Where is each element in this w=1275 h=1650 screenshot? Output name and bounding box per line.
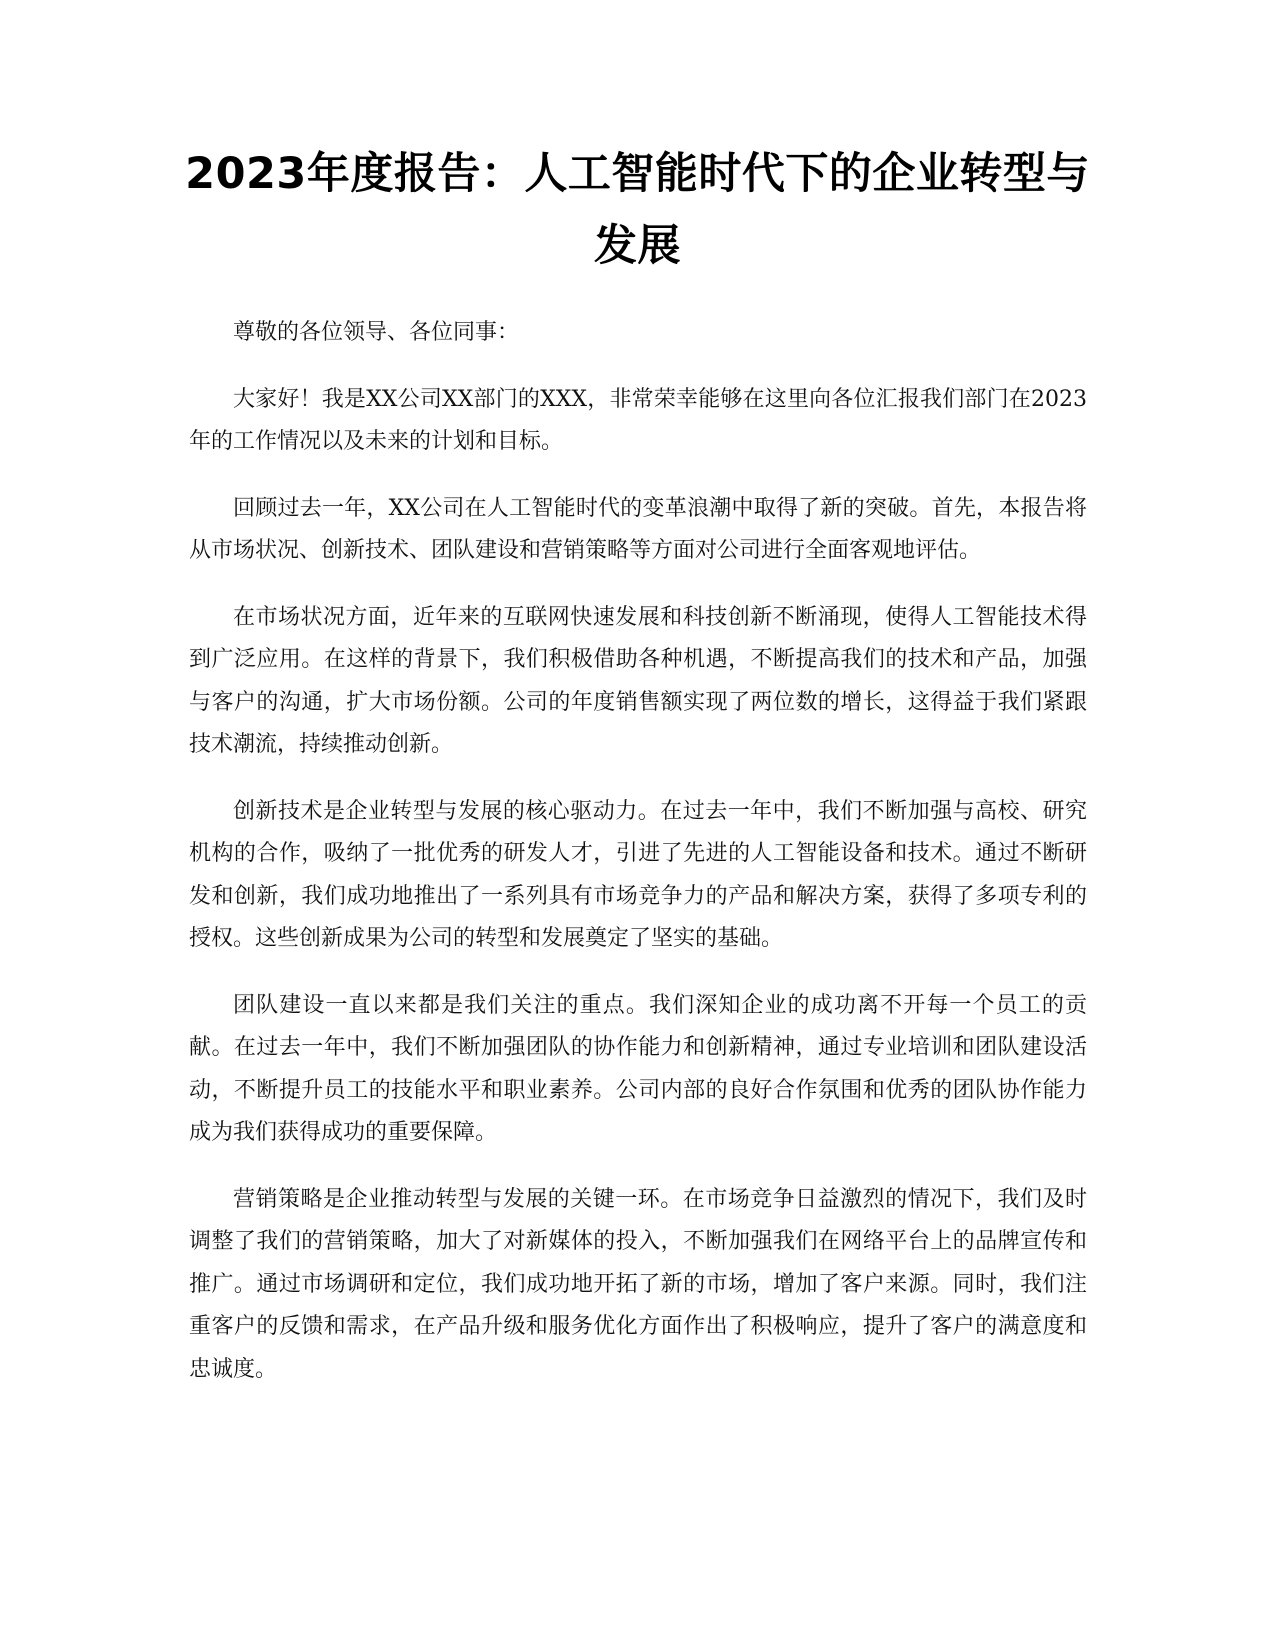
document-body bbox=[189, 312, 1087, 1415]
paragraph-team: 团队建设一直以来都是我们关注的重点。我们深知企业的成功离不开每一个员工的贡献。在过去一年中，我们不断加强团队的协作能力和创新精神，通过专业培训和团队建设活动，不断提升员工的技能水平和职业素养。公司内部的良好合作氛围和优秀的团队协作能力成为我们获得成功的重要保障。 bbox=[189, 992, 1087, 1145]
paragraph-marketing: 营销策略是企业推动转型与发展的关键一环。在市场竞争日益激烈的情况下，我们及时调整了我们的营销策略，加大了对新媒体的投入，不断加强我们在网络平台上的品牌宣传和推广。通过市场调研和定位，我们成功地开拓了新的市场，增加了客户来源。同时，我们注重客户的反馈和需求，在产品升级和服务优化方面作出了积极响应，提升了客户的满意度和忠诚度。 bbox=[189, 1186, 1087, 1382]
document-title: 2023年度报告：人工智能时代下的企业转型与发展 bbox=[185, 149, 1090, 271]
paragraph-review: 回顾过去一年，XX公司在人工智能时代的变革浪潮中取得了新的突破。首先，本报告将从市场状况、创新技术、团队建设和营销策略等方面对公司进行全面客观地评估。 bbox=[189, 495, 1087, 563]
paragraph-salutation: 尊敬的各位领导、各位同事： bbox=[233, 320, 520, 345]
paragraph-market: 在市场状况方面，近年来的互联网快速发展和科技创新不断涌现，使得人工智能技术得到广泛应用。在这样的背景下，我们积极借助各种机遇，不断提高我们的技术和产品，加强与客户的沟通，扩大市场份额。公司的年度销售额实现了两位数的增长，这得益于我们紧跟技术潮流，持续推动创新。 bbox=[189, 604, 1087, 757]
paragraph-innovation: 创新技术是企业转型与发展的核心驱动力。在过去一年中，我们不断加强与高校、研究机构的合作，吸纳了一批优秀的研发人才，引进了先进的人工智能设备和技术。通过不断研发和创新，我们成功地推出了一系列具有市场竞争力的产品和解决方案，获得了多项专利的授权。这些创新成果为公司的转型和发展奠定了坚实的基础。 bbox=[189, 798, 1087, 951]
paragraph-greeting: 大家好！我是XX公司XX部门的XXX，非常荣幸能够在这里向各位汇报我们部门在2023年的工作情况以及未来的计划和目标。 bbox=[189, 386, 1087, 454]
